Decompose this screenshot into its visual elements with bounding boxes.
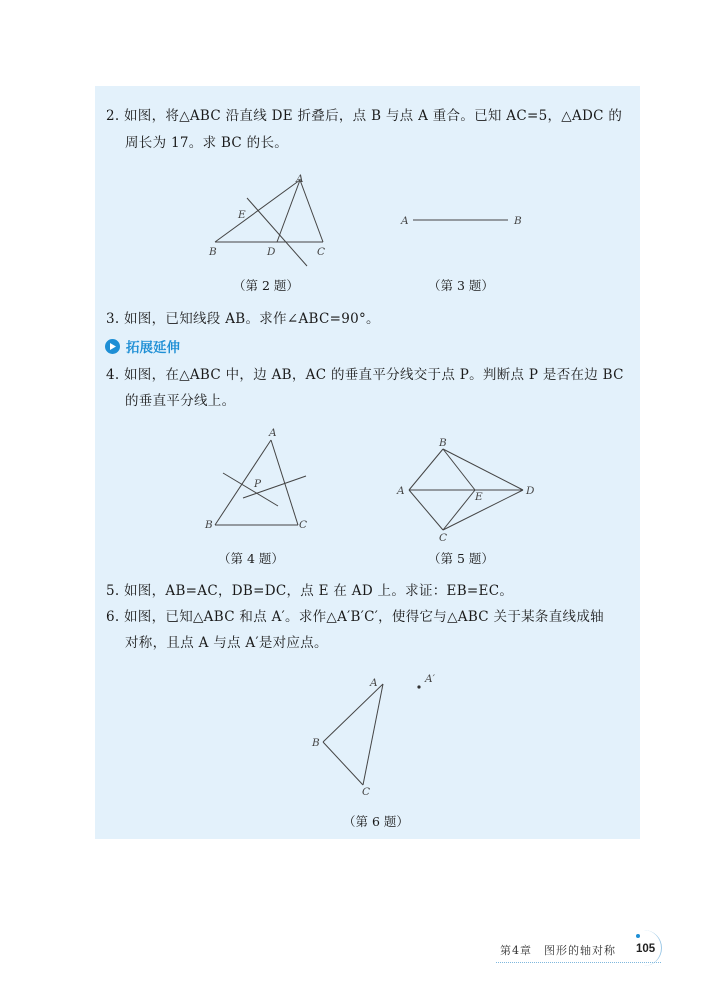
label-E: E <box>475 491 483 503</box>
label-C: C <box>362 786 371 798</box>
label-B: B <box>514 215 522 227</box>
caption-figure-6: （第 6 题） <box>343 814 409 829</box>
page-number: 105 <box>636 943 656 955</box>
figure-2 <box>205 170 335 270</box>
label-C: C <box>439 532 448 544</box>
question-text: 如图，已知△ABC 和点 A′。求作△A′B′C′，使得它与△ABC 关于某条直线成轴 <box>124 609 604 625</box>
question-text: 如图，在△ABC 中，边 AB，AC 的垂直平分线交于点 P。判断点 P 是否在边 BC <box>124 367 624 383</box>
label-A: A <box>370 677 378 689</box>
label-B: B <box>205 519 213 531</box>
label-A-prime: A′ <box>425 673 435 685</box>
label-A: A <box>296 173 304 185</box>
label-A: A <box>397 485 405 497</box>
label-B: B <box>209 246 217 258</box>
question-3-line-1 <box>106 310 380 328</box>
caption-figure-5: （第 5 题） <box>428 551 494 566</box>
question-number: 5. <box>106 583 120 599</box>
question-6-line-2: 对称，且点 A 与点 A′是对应点。 <box>125 635 328 651</box>
label-B: B <box>439 437 447 449</box>
play-icon <box>105 339 120 354</box>
caption-figure-2: （第 2 题） <box>233 278 299 293</box>
figure-6 <box>308 670 448 800</box>
label-D: D <box>267 246 276 258</box>
section-header <box>105 337 180 355</box>
figure-3 <box>398 210 528 230</box>
question-text: 如图，AB=AC，DB=DC，点 E 在 AD 上。求证：EB=EC。 <box>124 583 514 599</box>
label-D: D <box>526 485 535 497</box>
question-text: 如图，将△ABC 沿直线 DE 折叠后，点 B 与点 A 重合。已知 AC=5，△ADC 的 <box>124 108 623 124</box>
question-number: 2. <box>106 108 120 124</box>
label-E: E <box>238 209 246 221</box>
label-C: C <box>317 246 326 258</box>
question-2-line-2: 周长为 17。求 BC 的长。 <box>125 135 289 151</box>
question-6-line-1 <box>106 608 604 626</box>
footer-divider <box>496 962 661 963</box>
figure-5 <box>393 433 543 543</box>
label-A: A <box>269 427 277 439</box>
chapter-title: 第4章 图形的轴对称 <box>500 944 616 957</box>
question-4-line-1 <box>106 366 624 384</box>
label-P: P <box>254 478 262 490</box>
question-2-line-1 <box>106 107 622 125</box>
question-4-line-2: 的垂直平分线上。 <box>125 393 236 409</box>
caption-figure-4: （第 4 题） <box>218 551 284 566</box>
section-title: 拓展延伸 <box>126 340 180 356</box>
caption-figure-3: （第 3 题） <box>428 278 494 293</box>
footer-dot <box>636 934 640 938</box>
question-text: 如图，已知线段 AB。求作∠ABC=90°。 <box>124 311 380 327</box>
label-B: B <box>312 737 320 749</box>
question-number: 3. <box>106 311 120 327</box>
question-5-line-1 <box>106 582 513 600</box>
question-number: 6. <box>106 609 120 625</box>
figure-4 <box>203 428 318 533</box>
label-C: C <box>299 519 308 531</box>
label-A: A <box>401 215 409 227</box>
question-number: 4. <box>106 367 120 383</box>
